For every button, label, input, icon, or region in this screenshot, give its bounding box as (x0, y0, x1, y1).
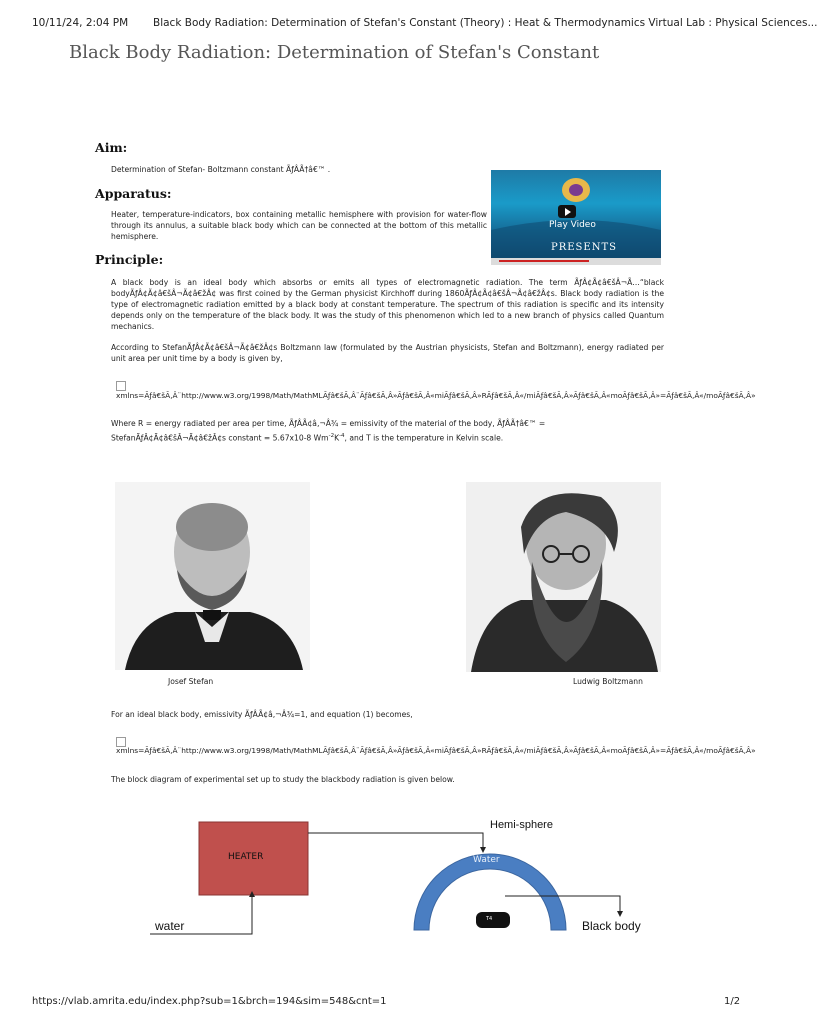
play-video-thumbnail[interactable] (491, 170, 661, 265)
where-tail: , and T is the temperature in Kelvin scale. (344, 433, 504, 443)
ideal-body-text: For an ideal black body, emissivity ÃƒÂÃ¢â‚¬Â¾=1, and equation (1) becomes, (111, 710, 413, 719)
exponent-2: -4 (339, 433, 345, 439)
black-body-label: Black body (582, 919, 641, 933)
principle-para-1: A black body is an ideal body which absorbs or emits all types of electromagnetic radiation. The term ÃƒÂ¢Ã¢â€šÂ¬Ã…“black bodyÃƒÂ¢Ã¢â€šÂ¬Ã¢â€žÂ¢ was first coined by the German physicist Kirchhoff during 1860ÃƒÂ¢Ã¢â€šÂ¬Ã¢â€žÂ¢s. Black body radiation is the type of electromagnetic radiation emitted by a black body at constant temperature. The spectrum of this radiation is specific and its intensity depends only on the temperature of the black body. It was the study of this phenomenon which led to a new branch of physics called Quantum mechanics. (111, 278, 664, 331)
formula-1-alt-text: xmlns=Ãƒâ€šÃ‚Â¨http://www.w3.org/1998/Math/MathMLÃƒâ€šÃ‚Â¨Ãƒâ€šÃ‚Â»Ãƒâ€šÃ‚Â«miÃƒâ€šÃ‚Â»RÃƒâ€šÃ‚Â«/miÃƒâ€šÃ‚Â»Ãƒâ€šÃ‚Â«moÃƒâ€šÃ‚Â»=Ãƒâ€šÃ‚Â«/moÃƒâ€šÃ‚Â» (116, 391, 756, 400)
play-icon (565, 208, 571, 216)
josef-stefan-caption: Josef Stefan (168, 677, 214, 686)
ludwig-boltzmann-caption: Ludwig Boltzmann (573, 677, 643, 686)
principle-para-2: According to StefanÃƒÂ¢Ã¢â€šÂ¬Ã¢â€žÂ¢s Boltzmann law (formulated by the Austrian physicists, Stefan and Boltzmann), energy radiated per unit area per unit time by a body is given by, (111, 343, 664, 363)
aim-text: Determination of Stefan- Boltzmann constant ÃƒÂÃ†â€™ . (111, 165, 331, 174)
where-line-2 (111, 431, 671, 444)
water-inlet-label: water (155, 919, 185, 933)
play-video-label: Play Video (549, 220, 596, 230)
sensor-label: T4 (486, 916, 493, 922)
stefan-constant-text: StefanÃƒÂ¢Ã¢â€šÂ¬Ã¢â€žÂ¢s constant = 5.67x10-8 Wm (111, 433, 329, 443)
aim-heading: Aim: (95, 140, 128, 155)
print-doc-title: Black Body Radiation: Determination of Stefan's Constant (Theory) : Heat & Thermodynamics Virtual Lab : Physical Sciences... (153, 17, 817, 29)
video-progress-fill (499, 260, 589, 262)
principle-heading: Principle: (95, 252, 164, 267)
print-datetime: 10/11/24, 2:04 PM (32, 17, 129, 29)
apparatus-text: Heater, temperature-indicators, box containing metallic hemisphere with provision for water-flow through its annulus, a suitable black body which can be connected at the bottom of this metallic hemisphere. (111, 210, 487, 241)
water-channel-label: Water (473, 855, 500, 865)
apparatus-heading: Apparatus: (95, 186, 172, 201)
sensor-block (476, 912, 510, 928)
where-line-1: Where R = energy radiated per area per time, ÃƒÂÃ¢â‚¬Â¾ = emissivity of the material of the body, ÃƒÂÃ†â€™ = (111, 419, 546, 428)
hemisphere-label: Hemi-sphere (490, 819, 553, 831)
heater-label: HEATER (228, 852, 264, 862)
formula-2-alt-text: xmlns=Ãƒâ€šÃ‚Â¨http://www.w3.org/1998/Math/MathMLÃƒâ€šÃ‚Â¨Ãƒâ€šÃ‚Â»Ãƒâ€šÃ‚Â«miÃƒâ€šÃ‚Â»RÃƒâ€šÃ‚Â«/miÃƒâ€šÃ‚Â»Ãƒâ€šÃ‚Â«moÃƒâ€šÃ‚Â»=Ãƒâ€šÃ‚Â«/moÃƒâ€šÃ‚Â» (116, 746, 756, 755)
presents-label: PRESENTS (551, 242, 617, 253)
josef-stefan-portrait (115, 482, 310, 670)
print-url: https://vlab.amrita.edu/index.php?sub=1&brch=194&sim=548&cnt=1 (32, 996, 387, 1007)
ludwig-boltzmann-portrait (466, 482, 661, 672)
broken-image-icon (116, 381, 126, 391)
print-page-number: 1/2 (724, 996, 741, 1007)
exponent-1: -2 (328, 433, 335, 439)
kelvin-unit: K (334, 433, 340, 443)
diagram-intro-text: The block diagram of experimental set up to study the blackbody radiation is given below. (111, 775, 455, 784)
heater-to-hemisphere-line (308, 833, 483, 852)
page-title: Black Body Radiation: Determination of Stefan's Constant (69, 42, 600, 63)
boltzmann-photo (466, 482, 661, 672)
stefan-photo (115, 482, 310, 670)
